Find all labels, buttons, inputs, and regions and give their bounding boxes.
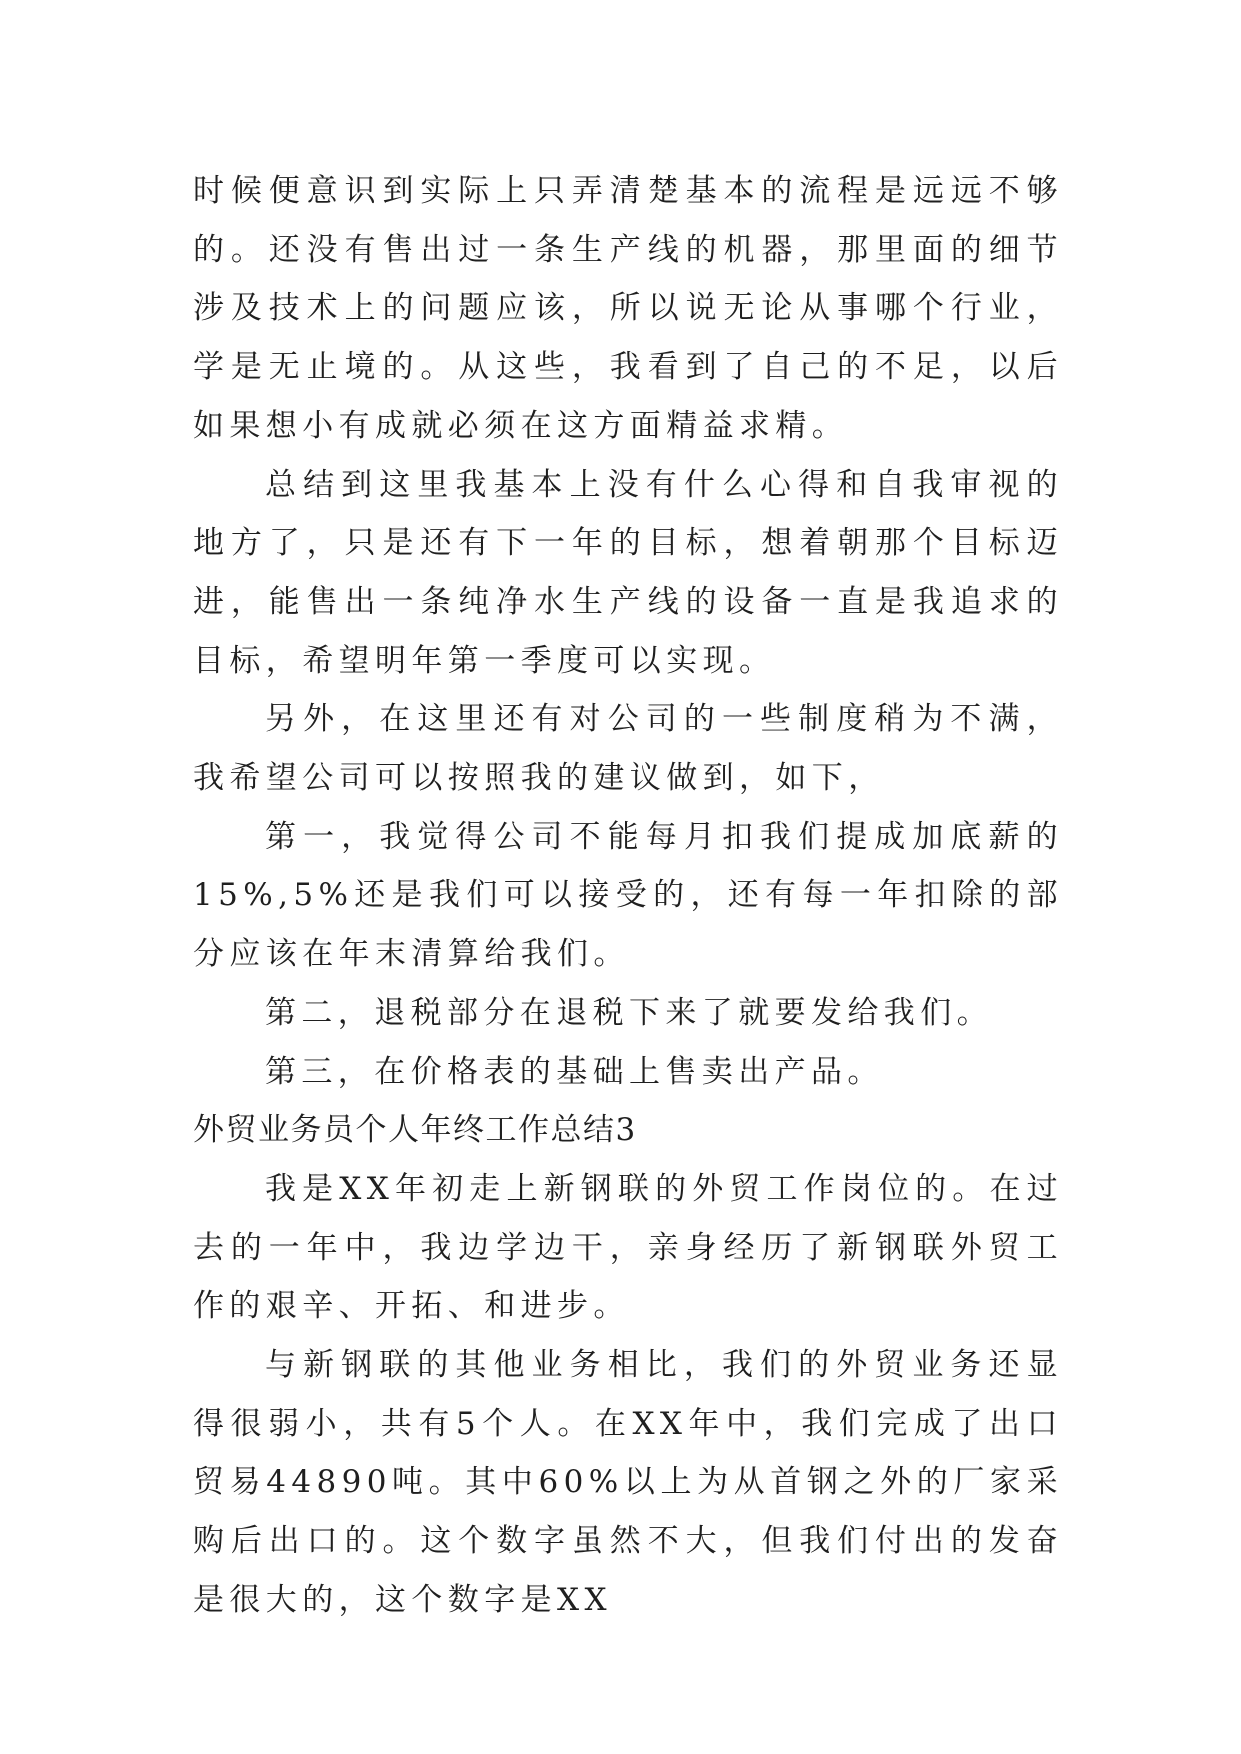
paragraph: 第一，我觉得公司不能每月扣我们提成加底薪的15%,5%还是我们可以接受的，还有每一年扣除的部分应该在年末清算给我们。 (193, 818, 1063, 973)
paragraph: 我是XX年初走上新钢联的外贸工作岗位的。在过去的一年中，我边学边干，亲身经历了新钢联外贸工作的艰辛、开拓、和进步。 (193, 1170, 1063, 1325)
paragraph: 第二，退税部分在退税下来了就要发给我们。 (265, 994, 993, 1031)
paragraph: 另外，在这里还有对公司的一些制度稍为不满，我希望公司可以按照我的建议做到，如下， (193, 701, 1063, 797)
paragraph: 时候便意识到实际上只弄清楚基本的流程是远远不够的。还没有售出过一条生产线的机器，那里面的细节涉及技术上的问题应该，所以说无论从事哪个行业，学是无止境的。从这些，我看到了自己的不足，以后如果想小有成就必须在这方面精益求精。 (193, 173, 1063, 444)
paragraph: 第三，在价格表的基础上售卖出产品。 (265, 1053, 884, 1090)
paragraph: 与新钢联的其他业务相比，我们的外贸业务还显得很弱小，共有5个人。在XX年中，我们完成了出口贸易44890吨。其中60%以上为从首钢之外的厂家采购后出口的。这个数字虽然不大，但我们付出的发奋是很大的，这个数字是XX (193, 1347, 1063, 1618)
paragraph: 总结到这里我基本上没有什么心得和自我审视的地方了，只是还有下一年的目标，想着朝那个目标迈进，能售出一条纯净水生产线的设备一直是我追求的目标，希望明年第一季度可以实现。 (193, 466, 1063, 679)
document-body (193, 162, 1063, 1630)
section-heading: 外贸业务员个人年终工作总结3 (193, 1112, 637, 1149)
